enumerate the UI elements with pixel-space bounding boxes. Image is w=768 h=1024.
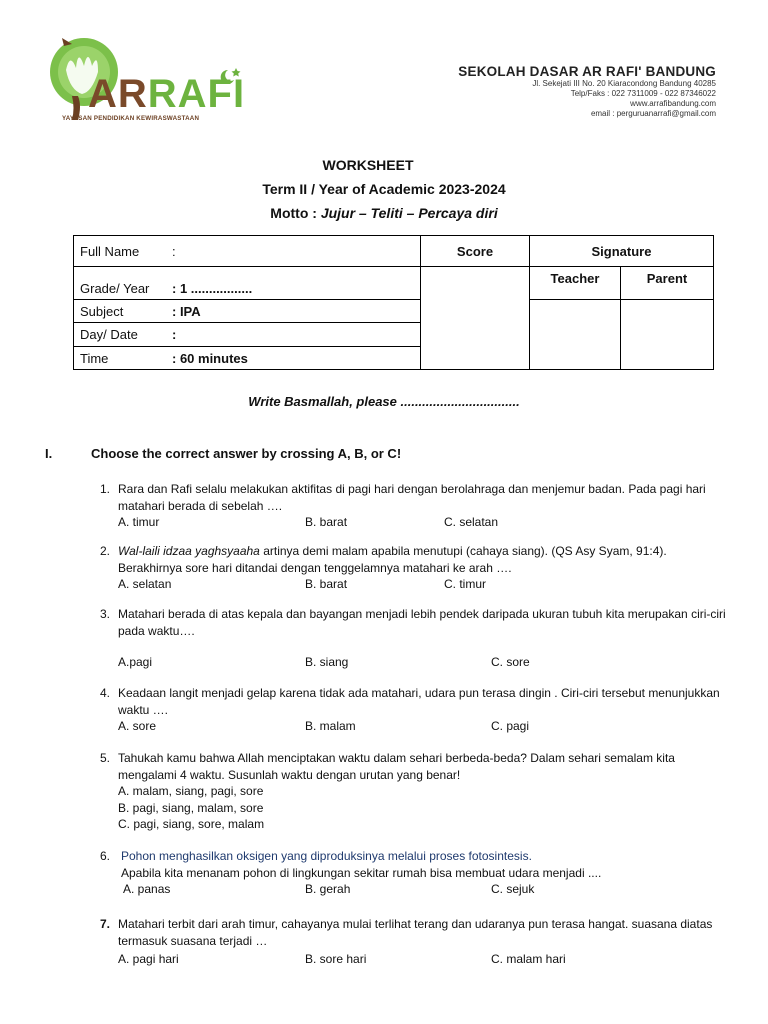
option-b[interactable]: B. gerah <box>305 882 351 896</box>
question-number: 7. <box>100 917 111 931</box>
option-b[interactable]: B. barat <box>305 515 348 529</box>
question-text: Matahari terbit dari arah timur, cahayanya mulai terlihat terang dan udaranya pun terasa hangat. suasana diatas termasuk suasana terjadi … <box>118 917 713 948</box>
section-instruction: Choose the correct answer by crossing A, B, or C! <box>91 446 402 461</box>
option-c[interactable]: C. sore <box>491 655 530 669</box>
school-email: email : perguruanarrafi@gmail.com <box>590 109 716 118</box>
question-number: 3. <box>100 607 111 621</box>
school-address: Jl. Sekejati III No. 20 Kiaracondong Bandung 40285 <box>532 79 716 88</box>
question-number: 2. <box>100 544 111 558</box>
teacher-signature-box[interactable] <box>530 300 621 370</box>
school-name: SEKOLAH DASAR AR RAFI' BANDUNG <box>458 64 716 79</box>
question-number: 4. <box>100 686 111 700</box>
option-a[interactable]: A. pagi hari <box>118 952 179 966</box>
question-text: Matahari berada di atas kepala dan bayangan menjadi lebih pendek daripada ukuran tubuh kita merupakan ciri-ciri pada waktu…. <box>118 607 726 638</box>
term-title: Term II / Year of Academic 2023-2024 <box>262 181 506 197</box>
option-b[interactable]: B. pagi, siang, malam, sore <box>118 800 264 815</box>
logo-subtitle: YAYASAN PENDIDIKAN KEWIRASWASTAAN <box>62 115 200 122</box>
question-2 <box>100 543 730 592</box>
time-cell <box>74 347 421 370</box>
score-header: Score <box>421 236 530 267</box>
motto <box>0 205 768 221</box>
question-text <box>118 543 730 576</box>
option-a[interactable]: A.pagi <box>118 655 153 669</box>
question-text-rest: artinya demi malam apabila menutupi (cahaya siang). (QS Asy Syam, 91:4). Berakhirnya sore hari ditandai dengan tenggelamnya matahari ke arah …. <box>118 544 667 575</box>
subject-value: : IPA <box>172 303 201 319</box>
option-a[interactable]: A. timur <box>118 515 160 529</box>
time-label: Time <box>80 350 109 366</box>
question-text: Keadaan langit menjadi gelap karena tidak ada matahari, udara pun terasa dingin . Ciri-ciri tersebut menunjukkan waktu …. <box>118 686 720 717</box>
school-info <box>458 64 716 119</box>
question-number: 1. <box>100 482 111 496</box>
question-5 <box>100 750 730 833</box>
option-c[interactable]: C. pagi, siang, sore, malam <box>118 817 265 831</box>
option-b[interactable]: B. siang <box>305 655 349 669</box>
motto-value: Jujur – Teliti – Percaya diri <box>320 205 498 221</box>
school-website: www.arrafibandung.com <box>630 99 716 108</box>
option-b[interactable]: B. malam <box>305 719 356 733</box>
school-phone: Telp/Faks : 022 7311009 - 022 87346022 <box>570 89 716 98</box>
section-number: I. <box>45 446 53 461</box>
parent-header: Parent <box>621 267 714 300</box>
question-text: Apabila kita menanam pohon di lingkungan sekitar rumah bisa membuat udara menjadi .... <box>121 865 602 880</box>
option-a[interactable]: A. selatan <box>118 577 172 591</box>
full-name-cell[interactable] <box>74 236 421 267</box>
question-number: 5. <box>100 751 111 765</box>
question-4 <box>100 685 730 734</box>
option-b[interactable]: B. barat <box>305 577 348 591</box>
arabic-phrase: Wal-laili idzaa yaghsyaaha <box>118 544 260 558</box>
day-date-cell[interactable] <box>74 323 421 347</box>
full-name-value: : <box>172 243 176 259</box>
parent-signature-box[interactable] <box>621 300 714 370</box>
motto-label: Motto : <box>270 205 321 221</box>
option-a[interactable]: A. sore <box>118 719 157 733</box>
logo-wordmark-text: ARRAFI <box>88 72 246 116</box>
score-box[interactable] <box>421 267 530 370</box>
question-statement: Pohon menghasilkan oksigen yang diproduksinya melalui proses fotosintesis. <box>121 849 532 863</box>
option-a[interactable]: A. malam, siang, pagi, sore <box>118 784 264 798</box>
day-date-value: : <box>172 327 177 342</box>
option-c[interactable]: C. selatan <box>444 515 499 529</box>
grade-value: : 1 ................. <box>172 281 253 296</box>
subject-label: Subject <box>80 303 124 319</box>
question-3 <box>100 606 730 670</box>
option-c[interactable]: C. timur <box>444 577 486 591</box>
teacher-header: Teacher <box>530 267 621 300</box>
grade-cell[interactable] <box>74 267 421 300</box>
question-6 <box>100 848 730 897</box>
option-a[interactable]: A. panas <box>123 882 171 896</box>
question-1 <box>100 481 730 530</box>
question-7 <box>100 916 730 967</box>
question-number: 6. <box>100 849 111 863</box>
full-name-label: Full Name <box>80 243 140 259</box>
question-text: Rara dan Rafi selalu melakukan aktifitas di pagi hari dengan berolahraga dan menjemur badan. Pada pagi hari matahari berada di sebelah …. <box>118 482 706 513</box>
time-value: : 60 minutes <box>172 350 248 366</box>
option-c[interactable]: C. pagi <box>491 719 530 733</box>
question-text: Tahukah kamu bahwa Allah menciptakan waktu dalam sehari berbeda-beda? Dalam sehari semalam kita mengalami 4 waktu. Susunlah waktu dengan urutan yang benar! <box>118 751 675 782</box>
option-c[interactable]: C. malam hari <box>491 952 566 966</box>
day-date-label: Day/ Date <box>80 327 138 342</box>
worksheet-title: WORKSHEET <box>322 157 414 173</box>
option-b[interactable]: B. sore hari <box>305 952 367 966</box>
subject-cell[interactable] <box>74 300 421 323</box>
student-info-table <box>73 235 714 370</box>
signature-header: Signature <box>530 236 714 267</box>
option-c[interactable]: C. sejuk <box>491 882 535 896</box>
logo-wordmark <box>88 74 245 114</box>
section-heading <box>45 446 401 461</box>
grade-label: Grade/ Year <box>80 281 150 296</box>
basmallah-prompt[interactable]: Write Basmallah, please ................................. <box>248 394 520 409</box>
